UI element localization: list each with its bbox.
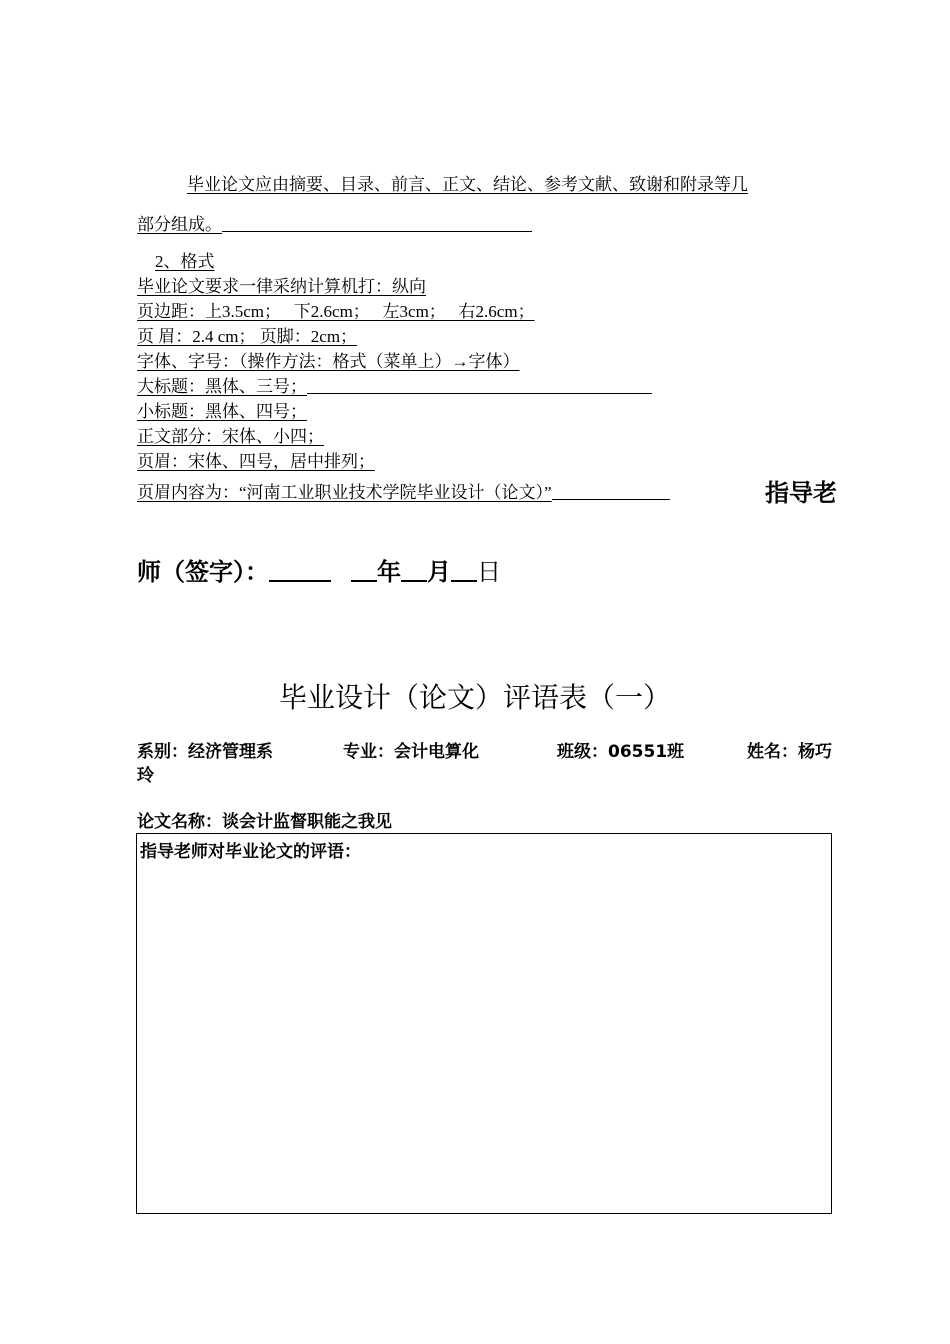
header-content-text: 页眉内容为：“河南工业职业技术学院毕业设计（论文）” xyxy=(137,483,552,502)
department-field: 系别：经济管理系 xyxy=(137,742,273,762)
name-field: 姓名：杨巧 xyxy=(747,742,832,762)
intro-text-line2: 部分组成。 xyxy=(137,215,222,234)
format-rule-page-header: 页眉：宋体、四号，居中排列； xyxy=(137,452,375,471)
intro-underline-fill xyxy=(222,213,532,232)
format-heading-text: 2、格式 xyxy=(155,252,215,271)
name-continuation: 玲 xyxy=(137,766,154,786)
advisor-comment-box[interactable] xyxy=(136,833,832,1214)
advisor-comment-label: 指导老师对毕业论文的评语： xyxy=(140,842,361,862)
format-rule-main-title: 大标题：黑体、三号； xyxy=(137,377,307,396)
format-rule-subtitle: 小标题：黑体、四号； xyxy=(137,402,307,421)
class-field: 班级：06551班 xyxy=(557,742,685,762)
format-rule-orientation: 毕业论文要求一律采纳计算机打：纵向 xyxy=(137,277,426,296)
header-content-underline-fill xyxy=(552,481,670,500)
day-label: 日 xyxy=(477,558,501,586)
month-input[interactable] xyxy=(401,558,427,582)
year-label: 年 xyxy=(377,558,401,586)
day-input[interactable] xyxy=(451,558,477,582)
format-heading xyxy=(137,247,215,272)
signature-input[interactable] xyxy=(269,558,331,582)
format-rule-header-footer: 页 眉：2.4 cm； 页脚：2cm； xyxy=(137,327,358,346)
header-content-row xyxy=(137,478,837,507)
main-title-underline-fill xyxy=(307,375,652,394)
year-input[interactable] xyxy=(351,558,377,582)
thesis-title: 论文名称：谈会计监督职能之我见 xyxy=(137,812,392,832)
signature-row xyxy=(137,552,501,587)
format-rule-main-title-row xyxy=(137,372,652,397)
major-field: 专业：会计电算化 xyxy=(343,742,479,762)
intro-paragraph-line2 xyxy=(137,210,532,235)
format-rule-margins: 页边距：上3.5cm； 下2.6cm； 左3cm； 右2.6cm； xyxy=(137,302,535,321)
format-rule-body: 正文部分：宋体、小四； xyxy=(137,427,324,446)
format-rule-font: 字体、字号：（操作方法：格式（菜单上）→字体） xyxy=(137,352,520,371)
month-label: 月 xyxy=(427,558,451,586)
signature-label-part2: 师（签字）： xyxy=(137,558,269,586)
intro-text-line1: 毕业论文应由摘要、目录、前言、正文、结论、参考文献、致谢和附录等几 xyxy=(187,175,748,194)
signature-label-part1: 指导老 xyxy=(765,479,837,507)
student-info-row xyxy=(137,740,837,764)
form-title: 毕业设计（论文）评语表（一） xyxy=(278,681,671,714)
intro-paragraph xyxy=(187,170,748,195)
